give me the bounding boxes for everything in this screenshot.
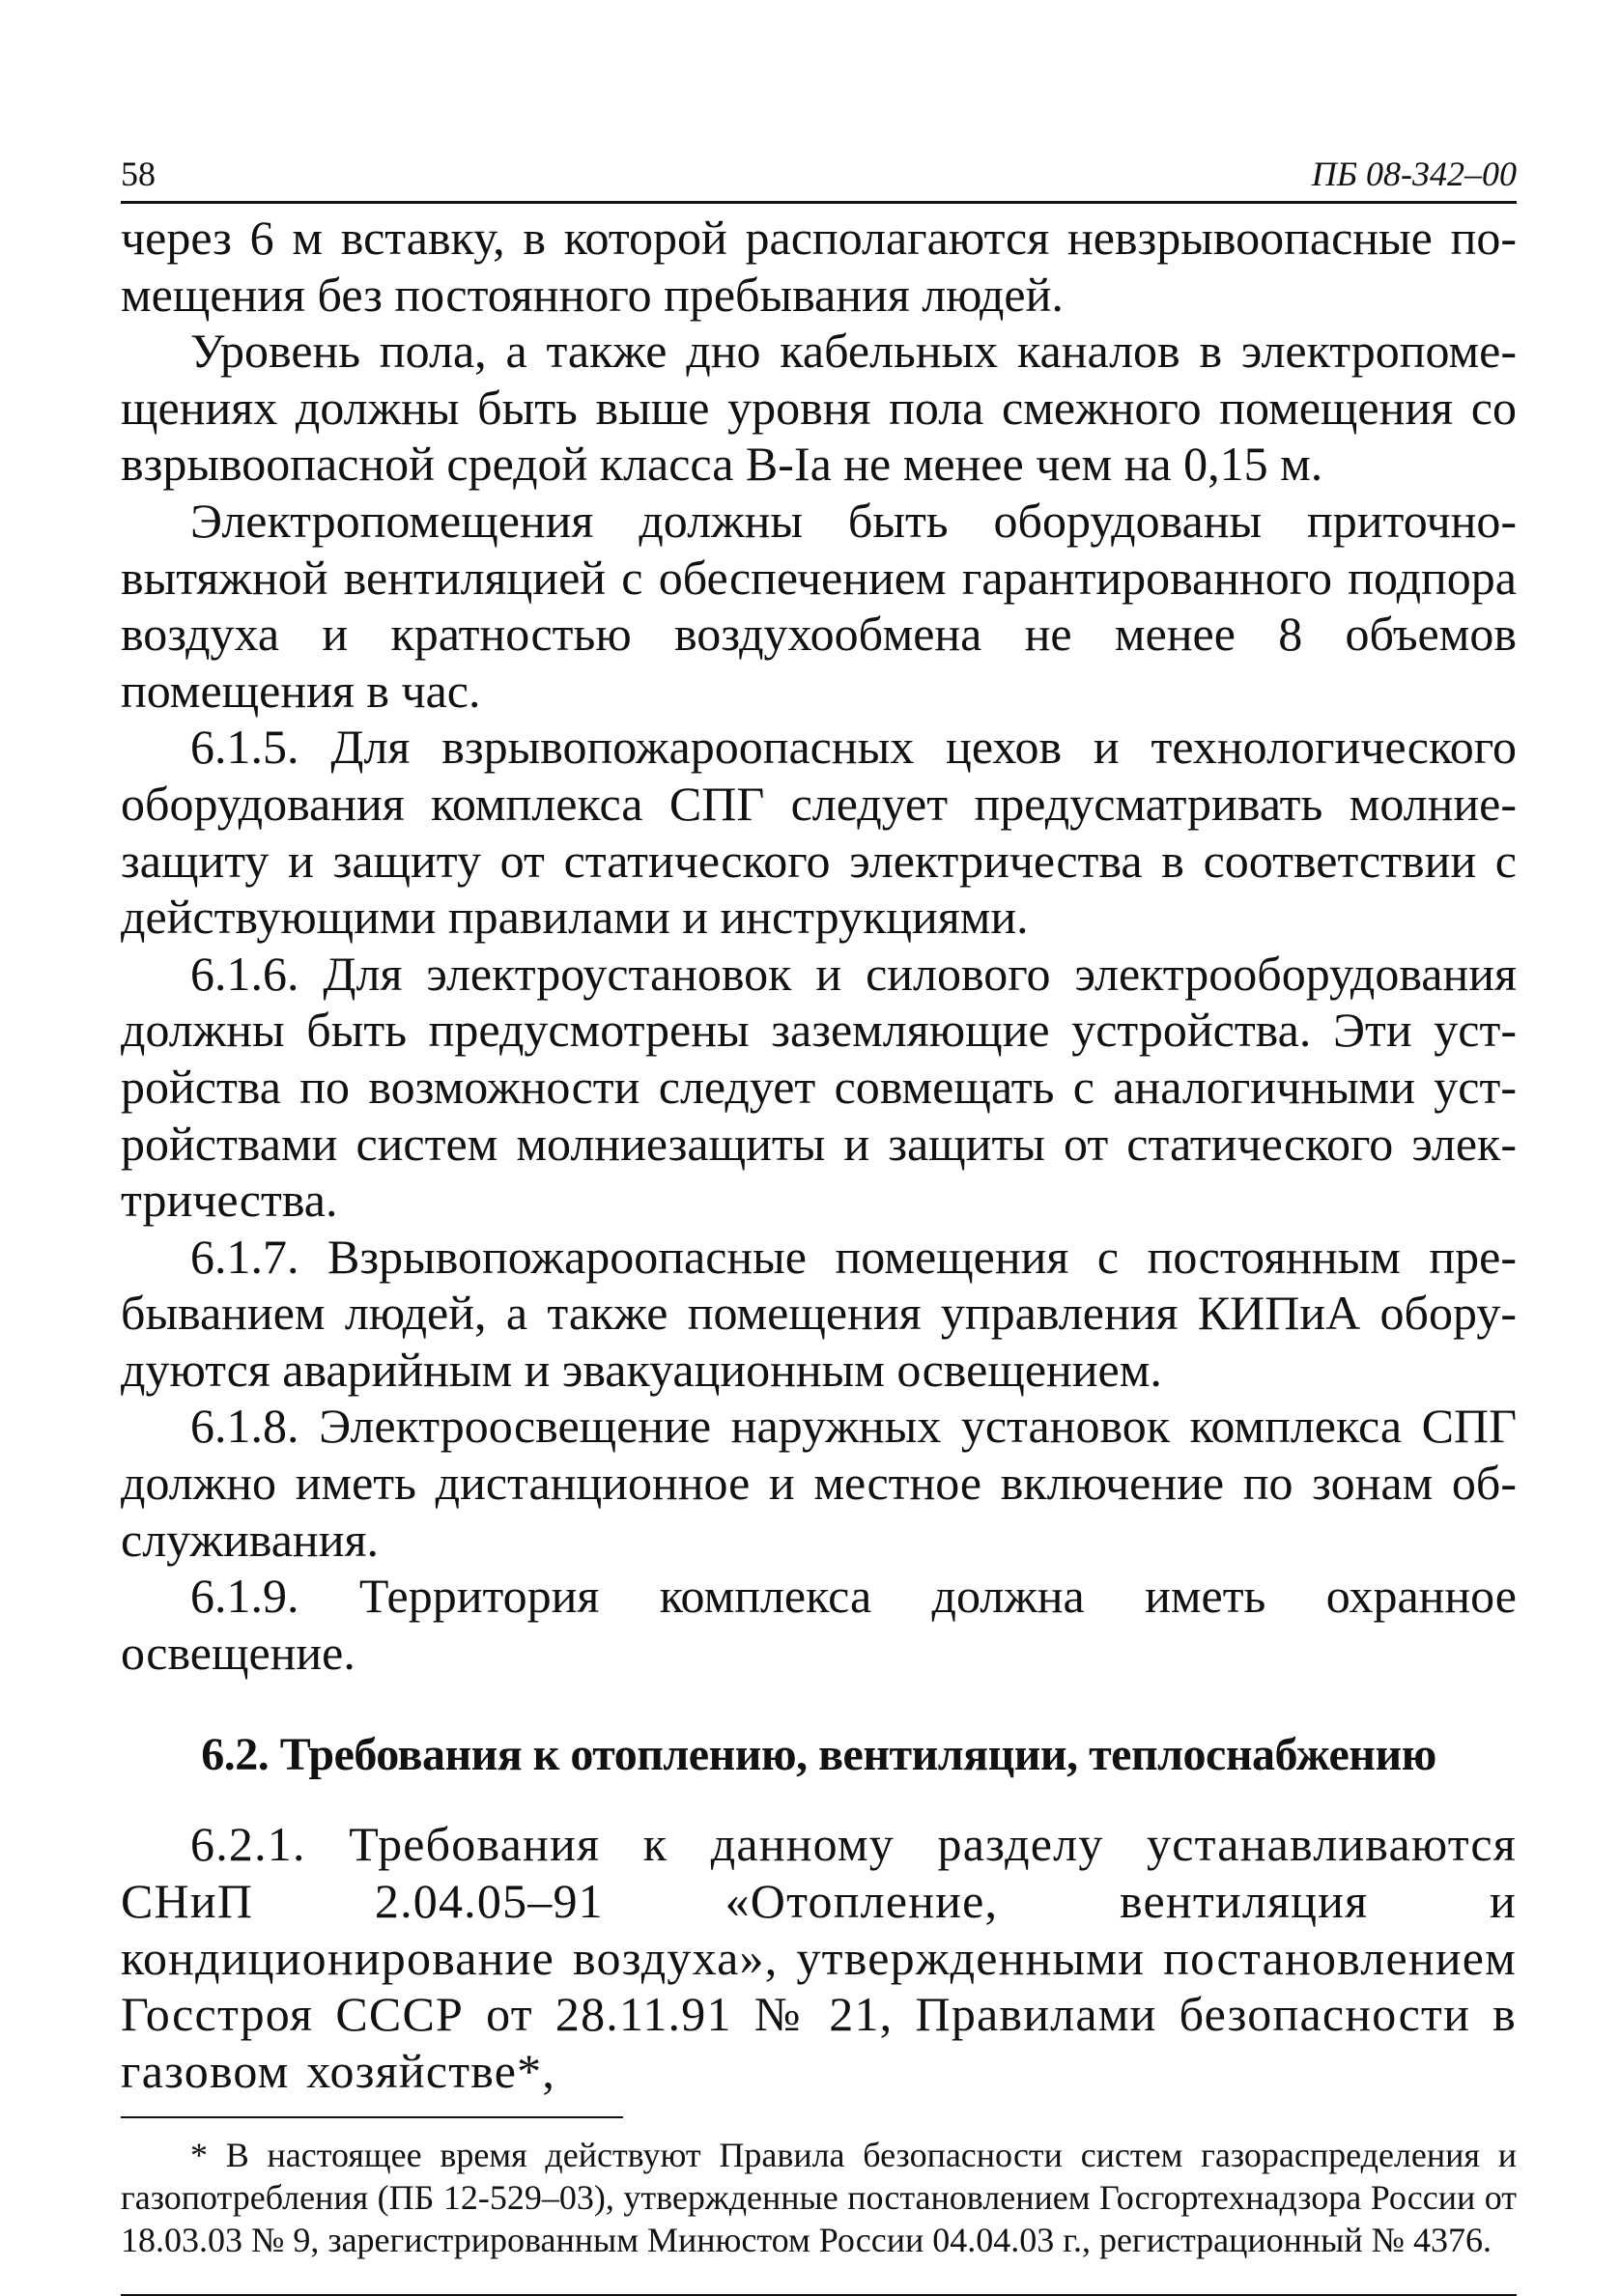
paragraph-floor-level: Уровень пола, а также дно кабельных каналов в электропомещениях должны быть выше уровня пола смежного помещения со взрывоопасной средой класса В-Iа не менее чем на 0,15 м.	[121, 324, 1517, 492]
document-page	[121, 155, 1517, 2296]
clause-6-1-5: 6.1.5. Для взрывопожароопасных цехов и технологического оборудования комплекса СПГ следует предусматривать молниезащиту и защиту от статического электричества в соответствии с действующими правилами и инструкциями.	[121, 720, 1517, 945]
clause-6-1-7: 6.1.7. Взрывопожароопасные помещения с постоянным пребыванием людей, а также помещения управления КИПиА оборудуются аварийным и эвакуационным освещением.	[121, 1229, 1517, 1397]
paragraph-ventilation: Электропомещения должны быть оборудованы приточно-вытяжной вентиляцией с обеспечением гарантированного подпора воздуха и кратностью воздухообмена не менее 8 объемов помещения в час.	[121, 493, 1517, 718]
body-text	[121, 210, 1517, 2099]
footnote-separator	[121, 2116, 623, 2118]
clause-6-1-9: 6.1.9. Территория комплекса должна иметь охранное освещение.	[121, 1569, 1517, 1680]
page-header	[121, 155, 1517, 204]
running-title: ПБ 08-342–00	[1311, 155, 1517, 193]
clause-6-1-8: 6.1.8. Электроосвещение наружных установок комплекса СПГ должно иметь дистанционное и местное включение по зонам обслуживания.	[121, 1399, 1517, 1567]
section-heading: 6.2. Требования к отоплению, вентиляции, теплоснабжению	[201, 1729, 1436, 1781]
clause-6-1-6: 6.1.6. Для электроустановок и силового электрооборудования должны быть предусмотрены заземляющие устройства. Эти устройства по возможности следует совмещать с аналогичными устройствами систем молниезащиты и защиты от статического электричества.	[121, 946, 1517, 1228]
paragraph-continuation: через 6 м вставку, в которой располагаются невзрывоопасные помещения без постоянного пребывания людей.	[121, 211, 1517, 322]
footnote: * В настоящее время действуют Правила безопасности систем газораспределения и газопотребления (ПБ 12-529–03), утвержденные постановлением Госгортехнадзора России от 18.03.03 № 9, зарегистрированным Минюстом России 04.04.03 г., регистрационный № 4376.	[121, 2136, 1517, 2260]
page-number: 58	[121, 155, 156, 193]
clause-6-2-1: 6.2.1. Требования к данному разделу устанавливаются СНиП 2.04.05–91 «Отопление, вентиляция и кондиционирование воздуха», утвержденными постановлением Госстроя СССР от 28.11.91 № 21, Правилами безопасности в газовом хозяйстве*,	[121, 1817, 1517, 2098]
